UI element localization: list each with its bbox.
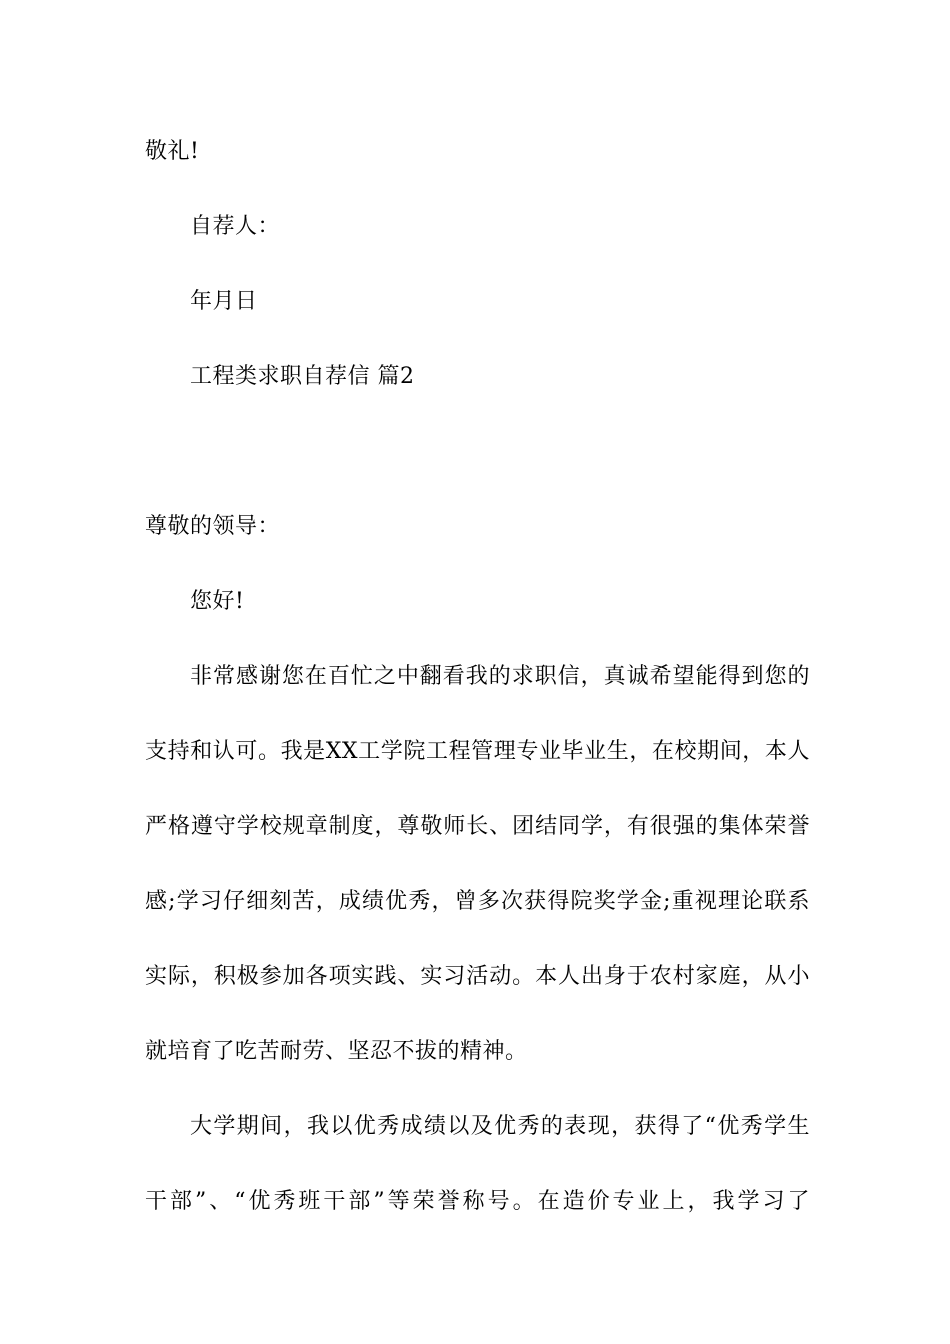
paragraph1-line: 非常感谢您在百忙之中翻看我的求职信，真诚希望能得到您的 xyxy=(190,664,810,689)
paragraph1-line: 实际，积极参加各项实践、实习活动。本人出身于农村家庭，从小 xyxy=(145,964,810,989)
paragraph2-line: 干部”、“优秀班干部”等荣誉称号。在造价专业上，我学习了 xyxy=(145,1189,810,1214)
closing-signer: 自荐人： xyxy=(190,214,281,239)
section-heading: 工程类求职自荐信 篇2 xyxy=(190,364,415,389)
paragraph2-line: 大学期间，我以优秀成绩以及优秀的表现，获得了“优秀学生 xyxy=(190,1114,810,1139)
closing-salute: 敬礼! xyxy=(145,139,200,164)
paragraph1-line: 就培育了吃苦耐劳、坚忍不拔的精神。 xyxy=(145,1039,528,1064)
letter-greeting: 尊敬的领导： xyxy=(145,514,281,539)
closing-date: 年月日 xyxy=(190,289,258,314)
paragraph1-line: 严格遵守学校规章制度，尊敬师长、团结同学，有很强的集体荣誉 xyxy=(145,814,810,839)
paragraph1-line: 感;学习仔细刻苦，成绩优秀，曾多次获得院奖学金;重视理论联系 xyxy=(145,889,810,914)
letter-hello: 您好! xyxy=(190,589,245,614)
paragraph1-line: 支持和认可。我是XX工学院工程管理专业毕业生，在校期间，本人 xyxy=(145,739,810,764)
